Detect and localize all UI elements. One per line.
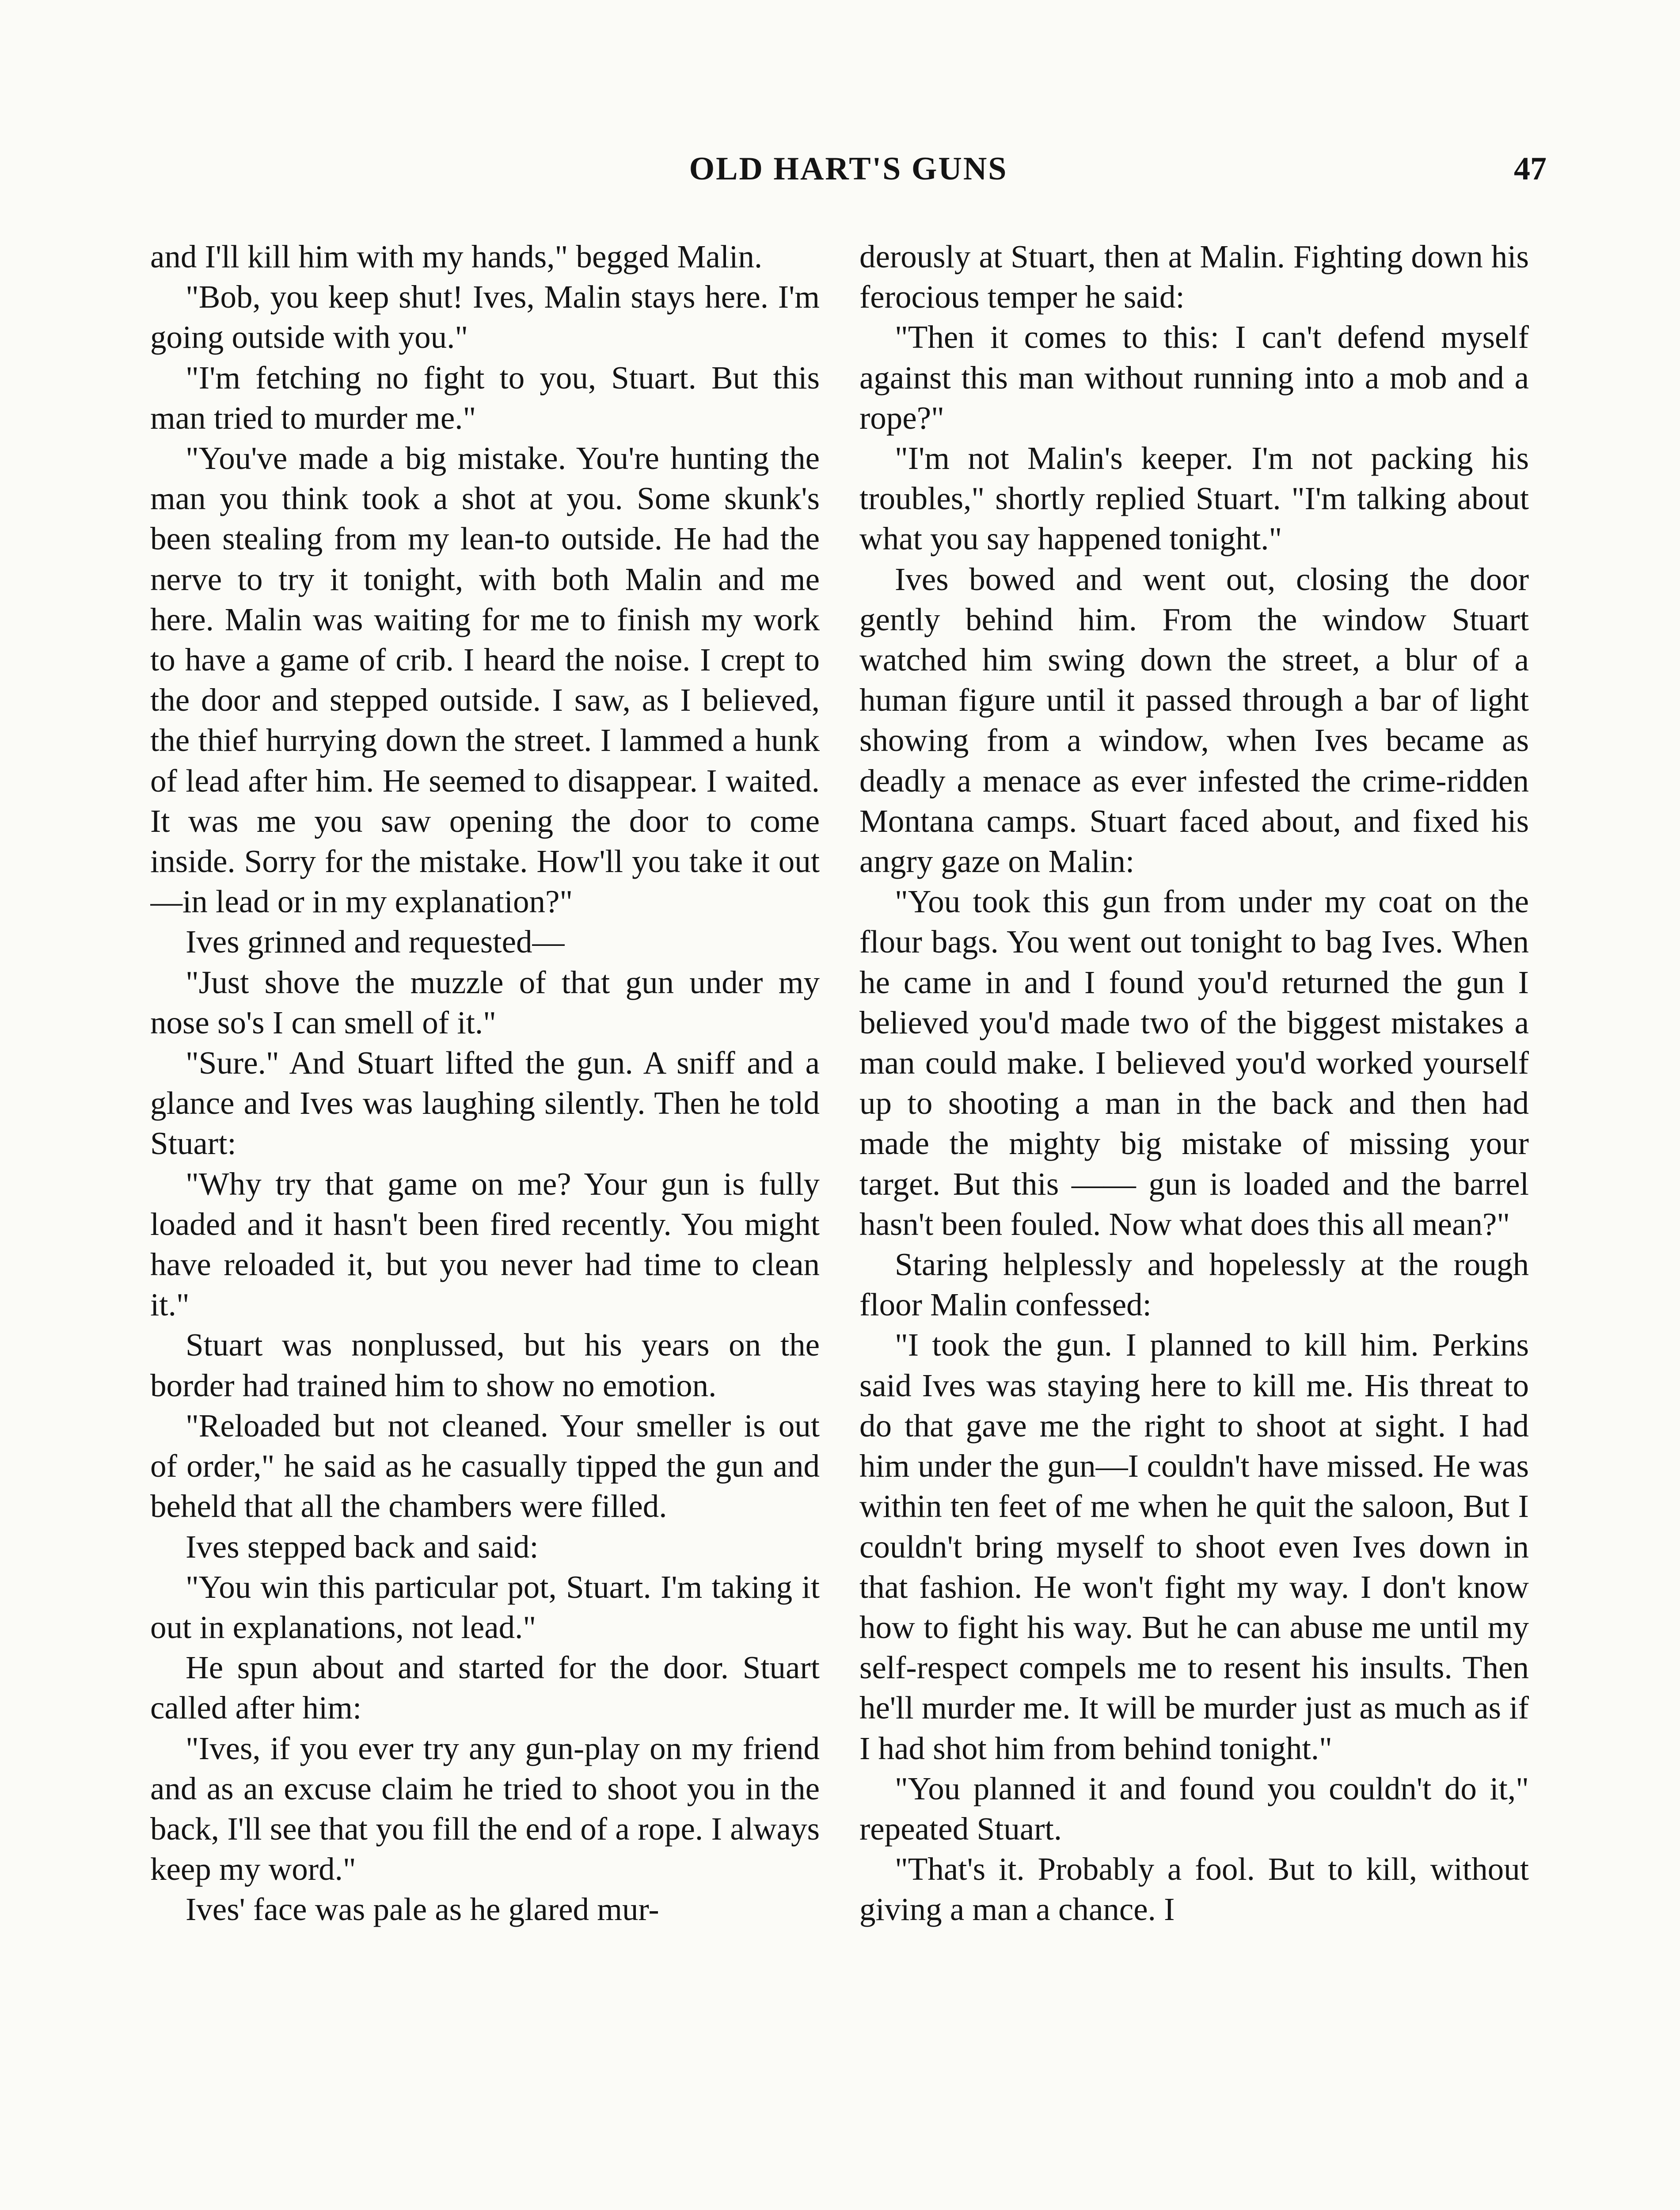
text-columns: [150, 236, 1529, 2210]
paragraph: He spun about and started for the door. Stuart called after him:: [150, 1650, 820, 1726]
paragraph: "Just shove the muzzle of that gun under my nose so's I can smell of it.": [150, 964, 820, 1040]
paragraph: Stuart was nonplussed, but his years on the border had trained him to show no emotion.: [150, 1327, 820, 1403]
paragraph: Ives bowed and went out, closing the door gently behind him. From the window Stuart watched him swing down the street, a blur of a human figure until it passed through a bar of light showing from a window, when Ives became as deadly a menace as ever infested the crime-ridden Montana camps. Stuart faced about, and fixed his angry gaze on Malin:: [859, 561, 1529, 880]
paragraph: "I took the gun. I planned to kill him. Perkins said Ives was staying here to kill me. His threat to do that gave me the right to shoot at sight. I had him under the gun—I couldn't have missed. He was within ten feet of me when he quit the saloon, But I couldn't bring myself to shoot even Ives down in that fashion. He won't fight my way. I don't know how to fight his way. But he can abuse me until my self-respect compels me to resent his insults. Then he'll murder me. It will be murder just as much as if I had shot him from behind tonight.": [859, 1327, 1529, 1766]
paragraph: "Reloaded but not cleaned. Your smeller is out of order," he said as he casually tipped the gun and beheld that all the chambers were filled.: [150, 1407, 820, 1524]
left-column: [150, 236, 820, 2210]
paragraph: "Why try that game on me? Your gun is fully loaded and it hasn't been fired recently. You might have reloaded it, but you never had time to clean it.": [150, 1166, 820, 1323]
paragraph: "I'm fetching no fight to you, Stuart. But this man tried to murder me.": [150, 359, 820, 436]
paragraph: "Sure." And Stuart lifted the gun. A sniff and a glance and Ives was laughing silently. Then he told Stuart:: [150, 1045, 820, 1162]
paragraph: Ives stepped back and said:: [186, 1528, 539, 1565]
paragraph: derously at Stuart, then at Malin. Fighting down his ferocious temper he said:: [859, 239, 1529, 315]
page-number: 47: [1514, 151, 1547, 187]
paragraph: and I'll kill him with my hands," begged Malin.: [150, 239, 763, 274]
paragraph: "You win this particular pot, Stuart. I'm taking it out in explanations, not lead.": [150, 1569, 820, 1645]
paragraph: "I'm not Malin's keeper. I'm not packing his troubles," shortly replied Stuart. "I'm talking about what you say happened tonight.": [859, 440, 1529, 557]
paragraph: "You planned it and found you couldn't do it," repeated Stuart.: [859, 1770, 1529, 1847]
paragraph: Ives grinned and requested—: [186, 924, 565, 960]
running-title: OLD HART'S GUNS: [689, 151, 1008, 187]
paragraph: "You took this gun from under my coat on the flour bags. You went out tonight to bag Ives. When he came in and I found you'd returned the gun I believed you'd made two of the biggest mistakes a man could make. I believed you'd worked yourself up to shooting a man in the back and then had made the mighty big mistake of missing your target. But this —— gun is loaded and the barrel hasn't been fouled. Now what does this all mean?": [859, 884, 1529, 1242]
paragraph: Staring helplessly and hopelessly at the rough floor Malin confessed:: [859, 1246, 1529, 1323]
right-column: [859, 236, 1529, 2210]
paragraph: "You've made a big mistake. You're hunting the man you think took a shot at you. Some skunk's been stealing from my lean-to outside. He had the nerve to try it tonight, with both Malin and me here. Malin was waiting for me to finish my work to have a game of crib. I heard the noise. I crept to the door and stepped outside. I saw, as I believed, the thief hurrying down the street. I lammed a hunk of lead after him. He seemed to disappear. I waited. It was me you saw opening the door to come inside. Sorry for the mistake. How'll you take it out—in lead or in my explanation?": [150, 440, 820, 920]
paragraph: Ives' face was pale as he glared mur-: [186, 1891, 659, 1928]
paragraph: "Bob, you keep shut! Ives, Malin stays here. I'm going outside with you.": [150, 279, 820, 355]
page-header: [150, 150, 1547, 203]
paragraph: "That's it. Probably a fool. But to kill, without giving a man a chance. I: [859, 1851, 1529, 1928]
paragraph: "Ives, if you ever try any gun-play on my friend and as an excuse claim he tried to shoot you in the back, I'll see that you fill the end of a rope. I always keep my word.": [150, 1730, 820, 1887]
paragraph: "Then it comes to this: I can't defend myself against this man without running into a mob and a rope?": [859, 319, 1529, 436]
